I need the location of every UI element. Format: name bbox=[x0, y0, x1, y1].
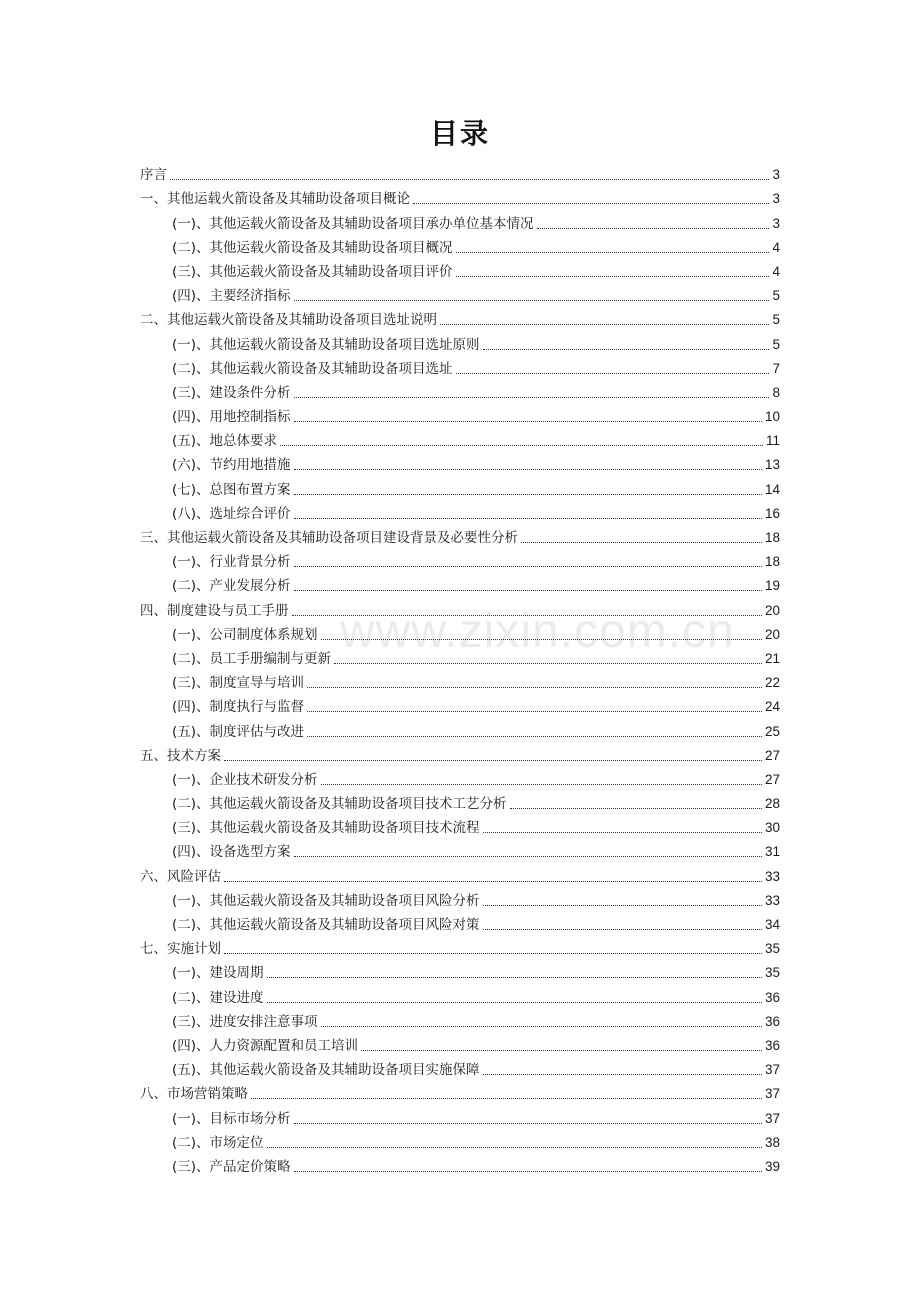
toc-entry-page-number: 33 bbox=[764, 868, 780, 884]
toc-entry-page-number: 3 bbox=[772, 215, 780, 231]
toc-entry[interactable] bbox=[140, 305, 780, 329]
toc-entry-page-number: 5 bbox=[772, 336, 780, 352]
toc-entry-page-number: 27 bbox=[764, 747, 780, 763]
toc-entry-label: (二)、其他运载火箭设备及其辅助设备项目技术工艺分析 bbox=[172, 796, 507, 813]
dot-leader bbox=[537, 228, 770, 229]
toc-entry-page-number: 3 bbox=[772, 167, 780, 183]
toc-entry-page-number: 7 bbox=[772, 360, 780, 376]
toc-entry-label: (二)、员工手册编制与更新 bbox=[172, 650, 332, 667]
toc-entry-label: (四)、主要经济指标 bbox=[172, 288, 291, 305]
toc-entry-label: (二)、其他运载火箭设备及其辅助设备项目风险对策 bbox=[172, 917, 480, 933]
toc-entry-label: (一)、其他运载火箭设备及其辅助设备项目风险分析 bbox=[172, 892, 480, 909]
toc-entry-label: 序言 bbox=[140, 167, 167, 184]
toc-entry-page-number: 22 bbox=[764, 675, 780, 691]
dot-leader bbox=[483, 1074, 762, 1075]
dot-leader bbox=[292, 615, 762, 616]
toc-entry[interactable] bbox=[140, 523, 780, 547]
toc-entry-label: (一)、目标市场分析 bbox=[172, 1110, 291, 1127]
toc-entry[interactable] bbox=[140, 741, 780, 765]
toc-entry[interactable] bbox=[140, 958, 780, 982]
toc-entry-label: (二)、其他运载火箭设备及其辅助设备项目选址 bbox=[172, 360, 453, 377]
toc-entry-label: (三)、制度宣导与培训 bbox=[172, 675, 305, 692]
toc-entry-page-number: 5 bbox=[772, 312, 780, 328]
dot-leader bbox=[321, 1026, 762, 1027]
toc-entry-label: 七、实施计划 bbox=[140, 941, 221, 958]
dot-leader bbox=[510, 808, 762, 809]
toc-entry[interactable] bbox=[140, 910, 780, 934]
dot-leader bbox=[413, 203, 769, 204]
toc-entry[interactable] bbox=[140, 861, 780, 885]
toc-entry[interactable] bbox=[140, 547, 780, 571]
toc-entry-page-number: 4 bbox=[772, 263, 780, 279]
dot-leader bbox=[294, 856, 762, 857]
toc-entry-page-number: 34 bbox=[764, 917, 780, 932]
toc-entry-page-number: 30 bbox=[764, 820, 780, 836]
dot-leader bbox=[440, 324, 769, 325]
toc-entry-label: (三)、建设条件分析 bbox=[172, 384, 291, 401]
toc-entry-page-number: 33 bbox=[764, 892, 780, 908]
toc-entry-label: 一、其他运载火箭设备及其辅助设备项目概论 bbox=[140, 191, 410, 208]
dot-leader bbox=[294, 421, 762, 422]
toc-entry[interactable] bbox=[140, 934, 780, 958]
dot-leader bbox=[251, 1098, 762, 1099]
toc-entry[interactable] bbox=[140, 765, 780, 789]
dot-leader bbox=[483, 832, 762, 833]
toc-entry-page-number: 36 bbox=[764, 1037, 780, 1053]
toc-entry[interactable] bbox=[140, 257, 780, 281]
dot-leader bbox=[294, 566, 762, 567]
toc-entry-label: (四)、制度执行与监督 bbox=[172, 699, 305, 716]
dot-leader bbox=[224, 760, 762, 761]
toc-entry[interactable] bbox=[140, 1128, 780, 1152]
toc-entry-page-number: 11 bbox=[765, 433, 780, 449]
toc-entry-label: (五)、其他运载火箭设备及其辅助设备项目实施保障 bbox=[172, 1062, 480, 1079]
toc-entry-page-number: 24 bbox=[764, 699, 780, 715]
toc-entry-page-number: 20 bbox=[764, 626, 780, 642]
toc-entry-label: (四)、用地控制指标 bbox=[172, 409, 291, 426]
toc-entry-page-number: 27 bbox=[764, 771, 780, 787]
toc-entry-page-number: 19 bbox=[764, 578, 780, 594]
toc-entry[interactable] bbox=[140, 1007, 780, 1031]
watermark: www.zixin.com.cn bbox=[340, 605, 735, 658]
toc-entry-label: (三)、其他运载火箭设备及其辅助设备项目技术流程 bbox=[172, 820, 480, 837]
toc-entry[interactable] bbox=[140, 1152, 780, 1176]
toc-entry[interactable] bbox=[140, 1055, 780, 1079]
toc-entry-label: 八、市场营销策略 bbox=[140, 1086, 248, 1103]
dot-leader bbox=[224, 881, 762, 882]
toc-entry[interactable] bbox=[140, 281, 780, 305]
toc-entry-label: (七)、总图布置方案 bbox=[172, 481, 291, 498]
toc-entry-page-number: 20 bbox=[764, 602, 780, 618]
dot-leader bbox=[483, 929, 762, 930]
toc-entry-page-number: 18 bbox=[764, 530, 780, 545]
dot-leader bbox=[456, 276, 770, 277]
toc-entry-page-number: 37 bbox=[764, 1110, 780, 1126]
toc-entry-label: (二)、其他运载火箭设备及其辅助设备项目概况 bbox=[172, 239, 453, 256]
dot-leader bbox=[280, 445, 763, 446]
toc-entry[interactable] bbox=[140, 571, 780, 595]
toc-entry[interactable] bbox=[140, 378, 780, 402]
toc-entry[interactable] bbox=[140, 402, 780, 426]
dot-leader bbox=[170, 179, 769, 180]
toc-entry-label: 三、其他运载火箭设备及其辅助设备项目建设背景及必要性分析 bbox=[140, 530, 518, 546]
toc-entry-page-number: 25 bbox=[764, 723, 780, 739]
dot-leader bbox=[521, 542, 762, 543]
toc-entry[interactable] bbox=[140, 595, 780, 619]
toc-entry-page-number: 8 bbox=[772, 384, 780, 400]
toc-entry[interactable] bbox=[140, 450, 780, 474]
toc-entry-label: (四)、人力资源配置和员工培训 bbox=[172, 1037, 359, 1054]
toc-entry-label: 五、技术方案 bbox=[140, 747, 221, 764]
dot-leader bbox=[321, 639, 762, 640]
dot-leader bbox=[456, 373, 770, 374]
toc-entry[interactable] bbox=[140, 692, 780, 716]
toc-entry-page-number: 36 bbox=[764, 1013, 780, 1029]
toc-entry-page-number: 14 bbox=[764, 481, 780, 497]
dot-leader bbox=[321, 784, 762, 785]
dot-leader bbox=[294, 397, 770, 398]
toc-entry-label: (一)、行业背景分析 bbox=[172, 554, 291, 571]
toc-entry-label: (三)、产品定价策略 bbox=[172, 1158, 291, 1175]
dot-leader bbox=[294, 1171, 762, 1172]
toc-entry-page-number: 10 bbox=[764, 409, 780, 425]
toc-entry-label: (二)、产业发展分析 bbox=[172, 578, 291, 595]
toc-entry[interactable] bbox=[140, 644, 780, 668]
dot-leader bbox=[294, 494, 762, 495]
toc-entry-page-number: 37 bbox=[764, 1062, 780, 1078]
toc-entry-page-number: 35 bbox=[764, 965, 780, 981]
toc-entry-label: (三)、其他运载火箭设备及其辅助设备项目评价 bbox=[172, 263, 453, 280]
page-title: 目录 bbox=[429, 117, 490, 150]
dot-leader bbox=[294, 1123, 762, 1124]
toc-entry-label: (一)、其他运载火箭设备及其辅助设备项目选址原则 bbox=[172, 336, 480, 353]
dot-leader bbox=[483, 905, 762, 906]
toc-entry-label: (三)、进度安排注意事项 bbox=[172, 1013, 318, 1030]
toc-entry[interactable] bbox=[140, 813, 780, 837]
toc-entry-label: (二)、建设进度 bbox=[172, 989, 264, 1006]
dot-leader bbox=[456, 252, 770, 253]
toc-entry-page-number: 28 bbox=[764, 796, 780, 812]
toc-entry[interactable] bbox=[140, 184, 780, 208]
toc-entry[interactable] bbox=[140, 233, 780, 257]
toc-entry-page-number: 21 bbox=[764, 650, 780, 666]
toc-entry[interactable] bbox=[140, 1079, 780, 1103]
dot-leader bbox=[483, 349, 770, 350]
toc-entry-label: 二、其他运载火箭设备及其辅助设备项目选址说明 bbox=[140, 312, 437, 329]
toc-entry-label: (二)、市场定位 bbox=[172, 1134, 264, 1151]
toc-entry-page-number: 39 bbox=[764, 1158, 780, 1174]
dot-leader bbox=[294, 469, 762, 470]
toc-entry[interactable] bbox=[140, 837, 780, 861]
dot-leader bbox=[307, 711, 762, 712]
toc-entry[interactable] bbox=[140, 499, 780, 523]
toc-entry-page-number: 31 bbox=[764, 844, 780, 860]
table-of-contents bbox=[140, 160, 780, 1176]
toc-entry[interactable] bbox=[140, 789, 780, 813]
toc-entry-label: (四)、设备选型方案 bbox=[172, 844, 291, 861]
toc-entry[interactable] bbox=[140, 329, 780, 353]
toc-entry-label: (五)、制度评估与改进 bbox=[172, 723, 305, 740]
dot-leader bbox=[267, 1002, 762, 1003]
toc-entry[interactable] bbox=[140, 716, 780, 740]
toc-entry-label: 六、风险评估 bbox=[140, 868, 221, 885]
toc-entry[interactable] bbox=[140, 208, 780, 232]
toc-entry[interactable] bbox=[140, 1031, 780, 1055]
toc-entry[interactable] bbox=[140, 620, 780, 644]
toc-entry-label: (五)、地总体要求 bbox=[172, 433, 278, 450]
toc-entry[interactable] bbox=[140, 160, 780, 184]
dot-leader bbox=[361, 1050, 762, 1051]
toc-entry-label: (一)、公司制度体系规划 bbox=[172, 626, 318, 643]
dot-leader bbox=[294, 300, 770, 301]
dot-leader bbox=[267, 977, 762, 978]
toc-entry-page-number: 4 bbox=[772, 239, 780, 255]
dot-leader bbox=[307, 687, 762, 688]
toc-entry[interactable] bbox=[140, 668, 780, 692]
toc-entry-label: (八)、选址综合评价 bbox=[172, 505, 291, 522]
toc-entry[interactable] bbox=[140, 426, 780, 450]
toc-entry-label: (六)、节约用地措施 bbox=[172, 457, 291, 474]
toc-entry-page-number: 36 bbox=[764, 989, 780, 1005]
toc-entry[interactable] bbox=[140, 886, 780, 910]
toc-entry-label: (一)、企业技术研发分析 bbox=[172, 771, 318, 788]
dot-leader bbox=[334, 663, 762, 664]
toc-entry-page-number: 37 bbox=[764, 1086, 780, 1102]
dot-leader bbox=[267, 1147, 762, 1148]
toc-entry[interactable] bbox=[140, 982, 780, 1006]
toc-entry-label: 四、制度建设与员工手册 bbox=[140, 602, 289, 619]
toc-entry-label: (一)、建设周期 bbox=[172, 965, 264, 982]
toc-entry-page-number: 3 bbox=[772, 191, 780, 207]
toc-entry-page-number: 16 bbox=[764, 505, 780, 521]
toc-entry[interactable] bbox=[140, 474, 780, 498]
dot-leader bbox=[294, 518, 762, 519]
toc-entry[interactable] bbox=[140, 1103, 780, 1127]
dot-leader bbox=[294, 590, 762, 591]
toc-entry-page-number: 38 bbox=[764, 1134, 780, 1150]
toc-entry-page-number: 18 bbox=[764, 554, 780, 570]
toc-entry-label: (一)、其他运载火箭设备及其辅助设备项目承办单位基本情况 bbox=[172, 215, 534, 232]
toc-entry-page-number: 5 bbox=[772, 288, 780, 304]
toc-entry-page-number: 35 bbox=[764, 941, 780, 957]
toc-entry[interactable] bbox=[140, 354, 780, 378]
dot-leader bbox=[307, 736, 762, 737]
dot-leader bbox=[224, 953, 762, 954]
toc-entry-page-number: 13 bbox=[764, 457, 780, 473]
